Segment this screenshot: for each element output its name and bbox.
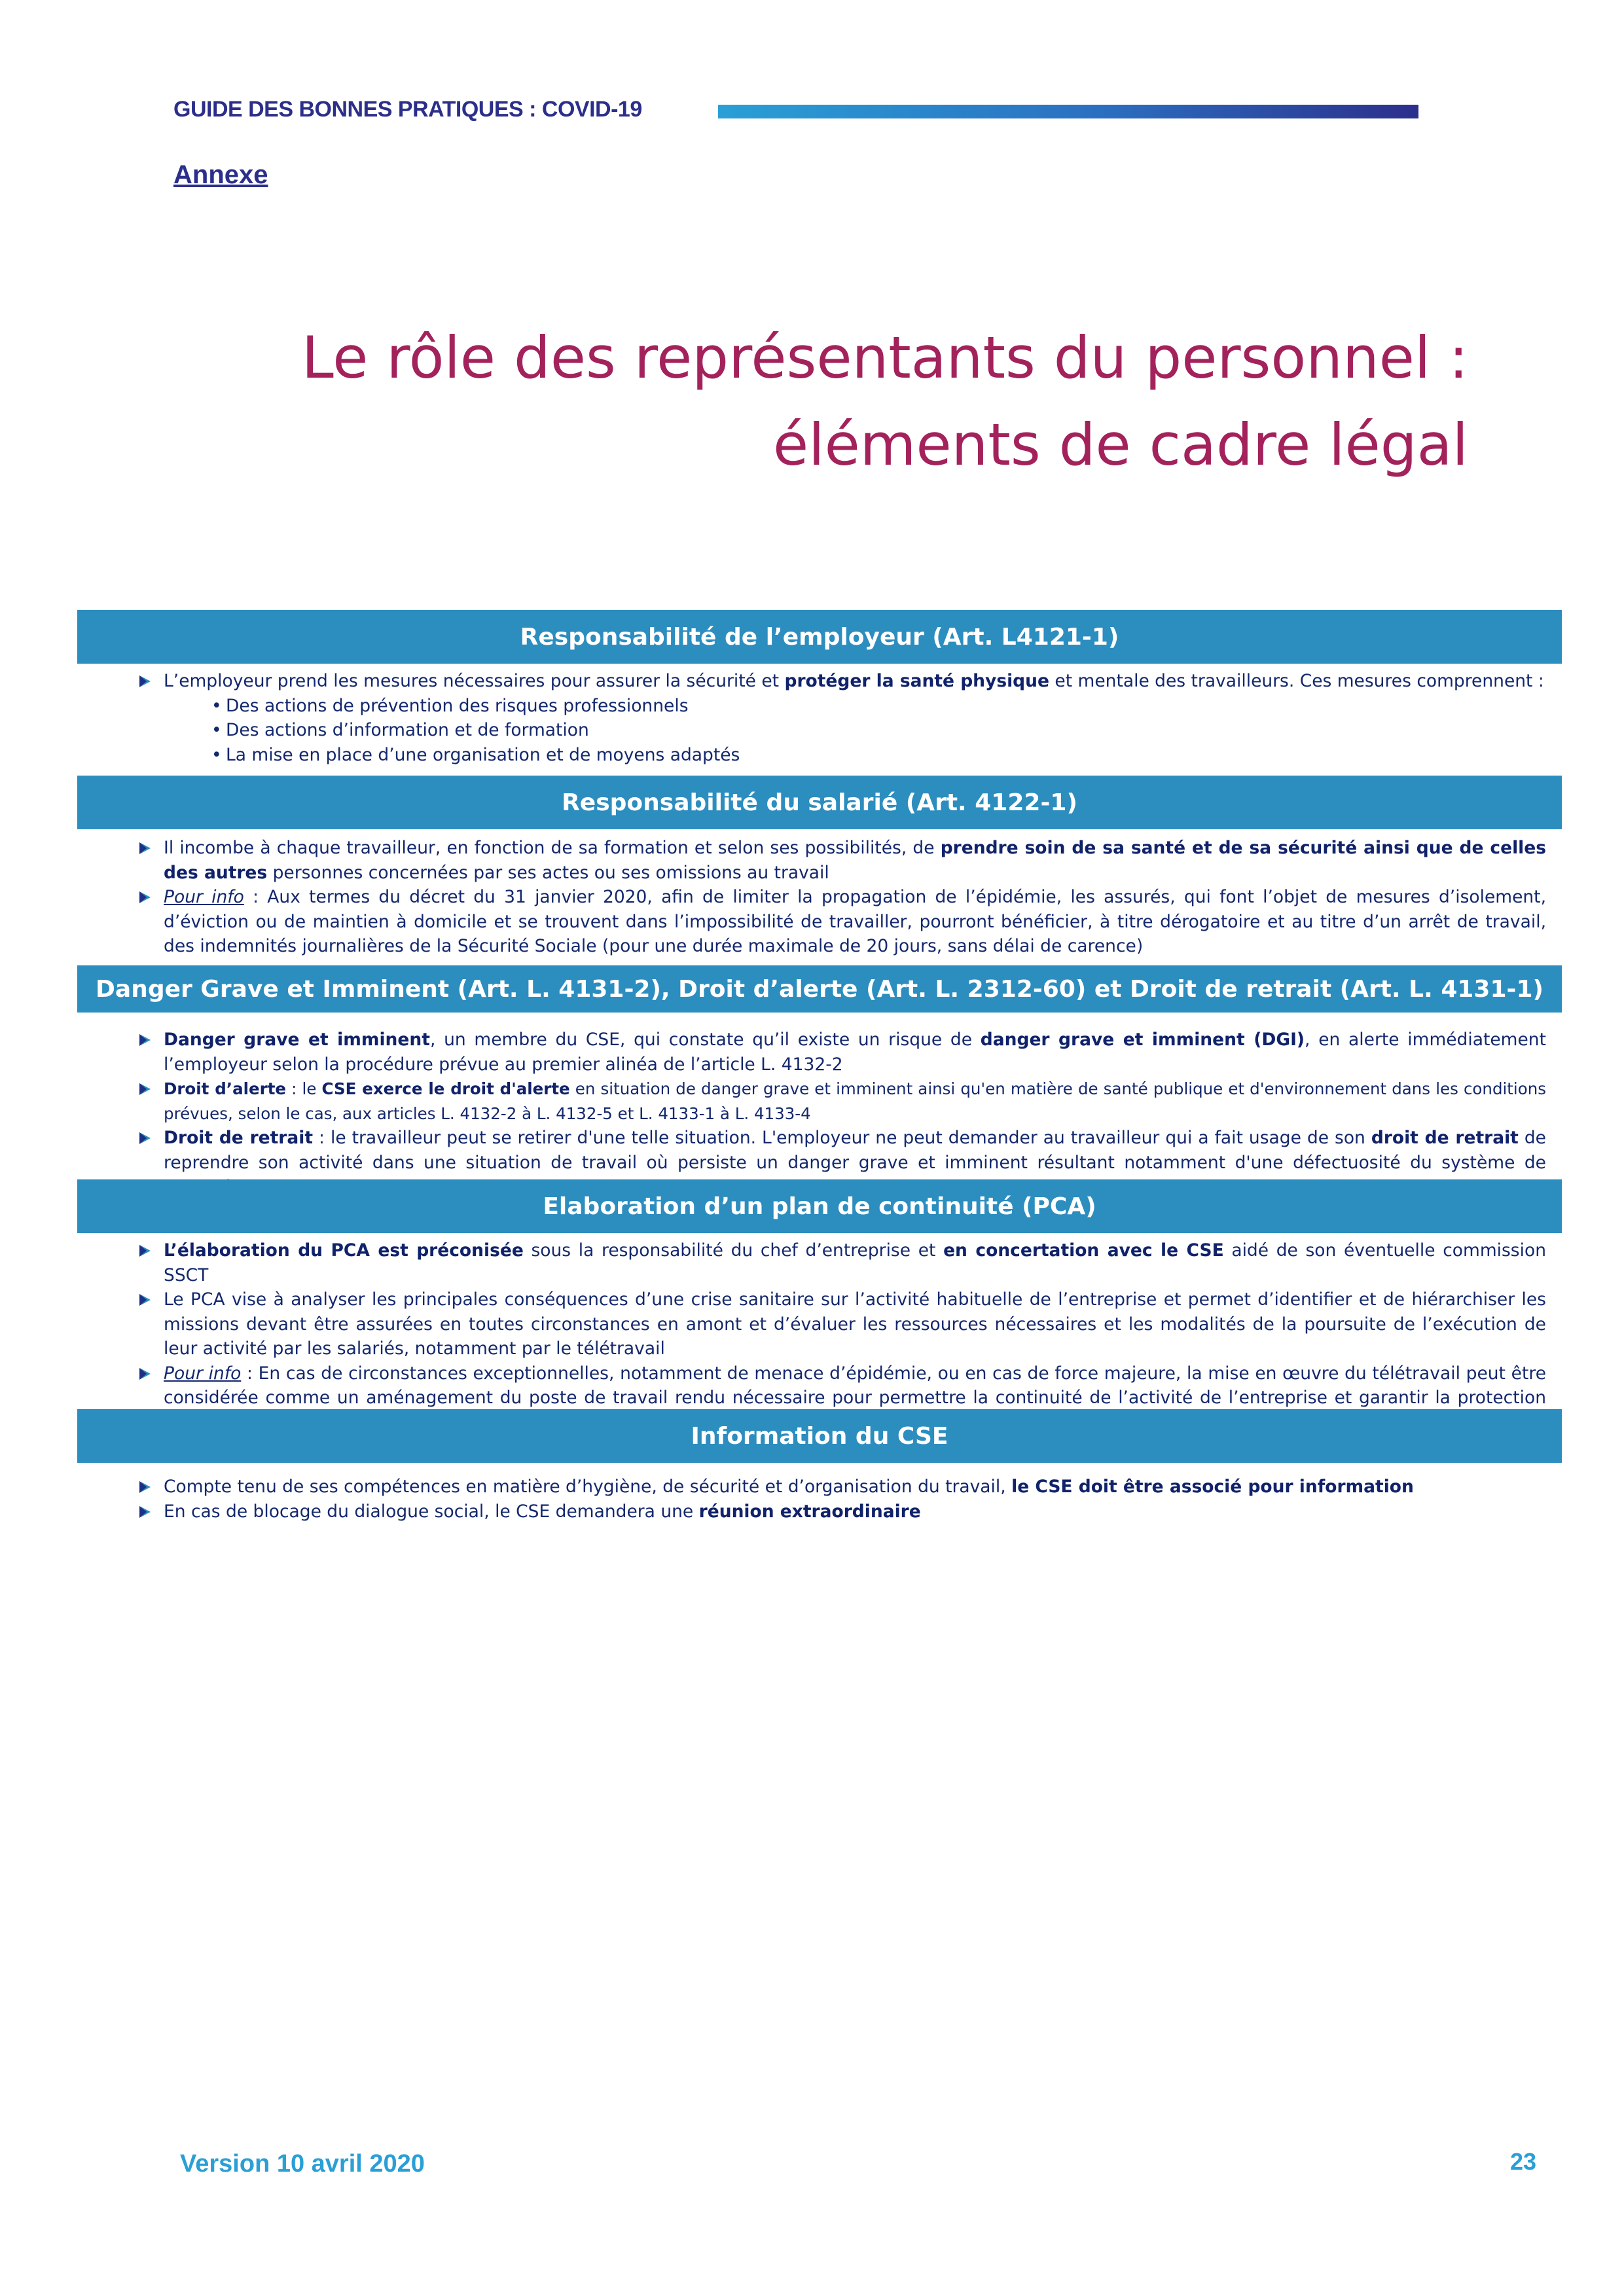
text: Compte tenu de ses compétences en matière d’hygiène, de sécurité et d’organisation du travail, (164, 1477, 1012, 1497)
page-title-line2: éléments de cadre légal (772, 411, 1468, 478)
arrow-bullet-icon (137, 1505, 152, 1519)
pca-paragraph (164, 1238, 1546, 1287)
cse-meeting-paragraph (164, 1499, 1546, 1524)
arrow-bullet-icon (137, 1033, 152, 1047)
section-danger (164, 1028, 1546, 1200)
list-item: • Des actions d’information et de formation (226, 718, 1546, 743)
page-title (302, 314, 1468, 488)
text: , en alerte immédiatement l’employeur selon la procédure prévue au premier alinéa de l’article L. 4132-2 (164, 1030, 1546, 1075)
employer-measures-list (164, 694, 1546, 768)
section-pca (164, 1238, 1546, 1435)
text: : le (286, 1079, 322, 1098)
text-bold: protéger la santé physique (784, 671, 1049, 691)
employer-paragraph (164, 669, 1546, 694)
arrow-bullet-icon (137, 1480, 152, 1494)
text: : le travailleur peut se retirer d'une telle situation. L'employeur ne peut demander au travailleur qui a fait usage de son (313, 1128, 1371, 1148)
text: en situation de danger grave et imminent ainsi qu'en matière de santé publique et d'environnement dans les conditions prévues, selon le cas, aux articles L. 4132-2 à L. 4132-5 et L. 4133-1 à L. 4133-4 (164, 1079, 1547, 1123)
employee-info-paragraph (164, 885, 1546, 959)
arrow-bullet-icon (137, 1367, 152, 1381)
text-bold: droit de retrait (1371, 1128, 1519, 1148)
cse-info-paragraph (164, 1475, 1546, 1499)
text: sous la responsabilité du chef d’entreprise et (523, 1240, 944, 1261)
list-item: • La mise en place d’une organisation et de moyens adaptés (226, 743, 1546, 768)
alert-right-paragraph (164, 1077, 1546, 1126)
text: : En cas de circonstances exceptionnelles, notamment de menace d’épidémie, ou en cas de force majeure, la mise en œuvre du télétravail peut être considérée comme un aménagement du poste de travail rendu nécessaire pour permettre la continuité de l’activité de l’entreprise et garantir la protection (164, 1363, 1546, 1408)
arrow-bullet-icon (137, 1293, 152, 1307)
text: aidé de son éventuelle commission SSCT (164, 1240, 1546, 1285)
info-label: Pour info (164, 1363, 242, 1384)
section-heading-employee: Responsabilité du salarié (Art. 4122-1) (77, 776, 1562, 829)
text: de reprendre son activité dans une situation de travail où persiste un danger grave et imminent résultant notamment d'une défectuosité du système de (164, 1128, 1546, 1173)
arrow-bullet-icon (137, 841, 152, 855)
header-gradient-bar (718, 105, 1418, 118)
arrow-bullet-icon (137, 1131, 152, 1145)
text-bold: le CSE doit être associé pour information (1011, 1477, 1414, 1497)
arrow-bullet-icon (137, 1244, 152, 1258)
list-item: • Des actions de prévention des risques professionnels (226, 694, 1546, 719)
section-heading-danger: Danger Grave et Imminent (Art. L. 4131-2), Droit d’alerte (Art. L. 2312-60) et Droit de retrait (Art. L. 4131-1) (77, 965, 1562, 1013)
section-employee (164, 836, 1546, 959)
text: et mentale des travailleurs. Ces mesures comprennent : (1049, 671, 1544, 691)
employee-paragraph (164, 836, 1546, 885)
text-bold: en concertation avec le CSE (943, 1240, 1224, 1261)
text-bold: réunion extraordinaire (698, 1501, 921, 1522)
header-title: GUIDE DES BONNES PRATIQUES : COVID-19 (173, 97, 642, 122)
danger-paragraph (164, 1028, 1546, 1077)
info-label: Pour info (164, 887, 244, 907)
text-bold: L’élaboration du PCA est préconisée (164, 1240, 524, 1261)
section-heading-pca: Elaboration d’un plan de continuité (PCA) (77, 1179, 1562, 1233)
section-cse-info (164, 1475, 1546, 1524)
footer-version: Version 10 avril 2020 (180, 2150, 425, 2178)
text: Le PCA vise à analyser les principales conséquences d’une crise sanitaire sur l’activité habituelle de l’entreprise et permet d’identifier et de hiérarchiser les missions devant être assurées en toutes circonstances en amont et d’évaluer les ressources nécessaires et les modalités de la poursuite de l’exécution de leur activité par les salariés, notamment par le télétravail (164, 1289, 1546, 1359)
pca-analysis-paragraph (164, 1287, 1546, 1361)
section-heading-employer: Responsabilité de l’employeur (Art. L4121-1) (77, 610, 1562, 664)
text: , un membre du CSE, qui constate qu’il existe un risque de (429, 1030, 981, 1050)
text-bold: CSE exerce le droit d'alerte (321, 1079, 570, 1098)
section-heading-cse-info: Information du CSE (77, 1409, 1562, 1463)
text: personnes concernées par ses actes ou ses omissions au travail (267, 862, 829, 883)
arrow-bullet-icon (137, 674, 152, 689)
text-bold: prendre soin de sa santé et de sa sécurité ainsi que de celles des autres (164, 838, 1546, 883)
section-employer (164, 669, 1546, 767)
page-number: 23 (1510, 2148, 1537, 2175)
arrow-bullet-icon (137, 890, 152, 905)
text: En cas de blocage du dialogue social, le CSE demandera une (164, 1501, 699, 1522)
text-bold: Droit d’alerte (164, 1079, 287, 1098)
annex-label: Annexe (173, 160, 268, 189)
text-bold: danger grave et imminent (DGI) (980, 1030, 1305, 1050)
text-bold: Droit de retrait (164, 1128, 314, 1148)
text: Il incombe à chaque travailleur, en fonction de sa formation et selon ses possibilités, de (164, 838, 941, 858)
arrow-bullet-icon (137, 1082, 152, 1096)
text-bold: Danger grave et imminent (164, 1030, 430, 1050)
text: : Aux termes du décret du 31 janvier 2020, afin de limiter la propagation de l’épidémie, les assurés, qui font l’objet de mesures d’isolement, d’éviction ou de maintien à domicile et se trouvent dans l’impossibilité de travailler, pourront bénéficier, à titre dérogatoire et au titre d’un arrêt de travail, des indemnités journalières de la Sécurité Sociale (pour une durée maximale de 20 jours, sans délai de carence) (164, 887, 1546, 956)
page-title-line1: Le rôle des représentants du personnel : (301, 324, 1468, 391)
text: L’employeur prend les mesures nécessaires pour assurer la sécurité et (164, 671, 785, 691)
